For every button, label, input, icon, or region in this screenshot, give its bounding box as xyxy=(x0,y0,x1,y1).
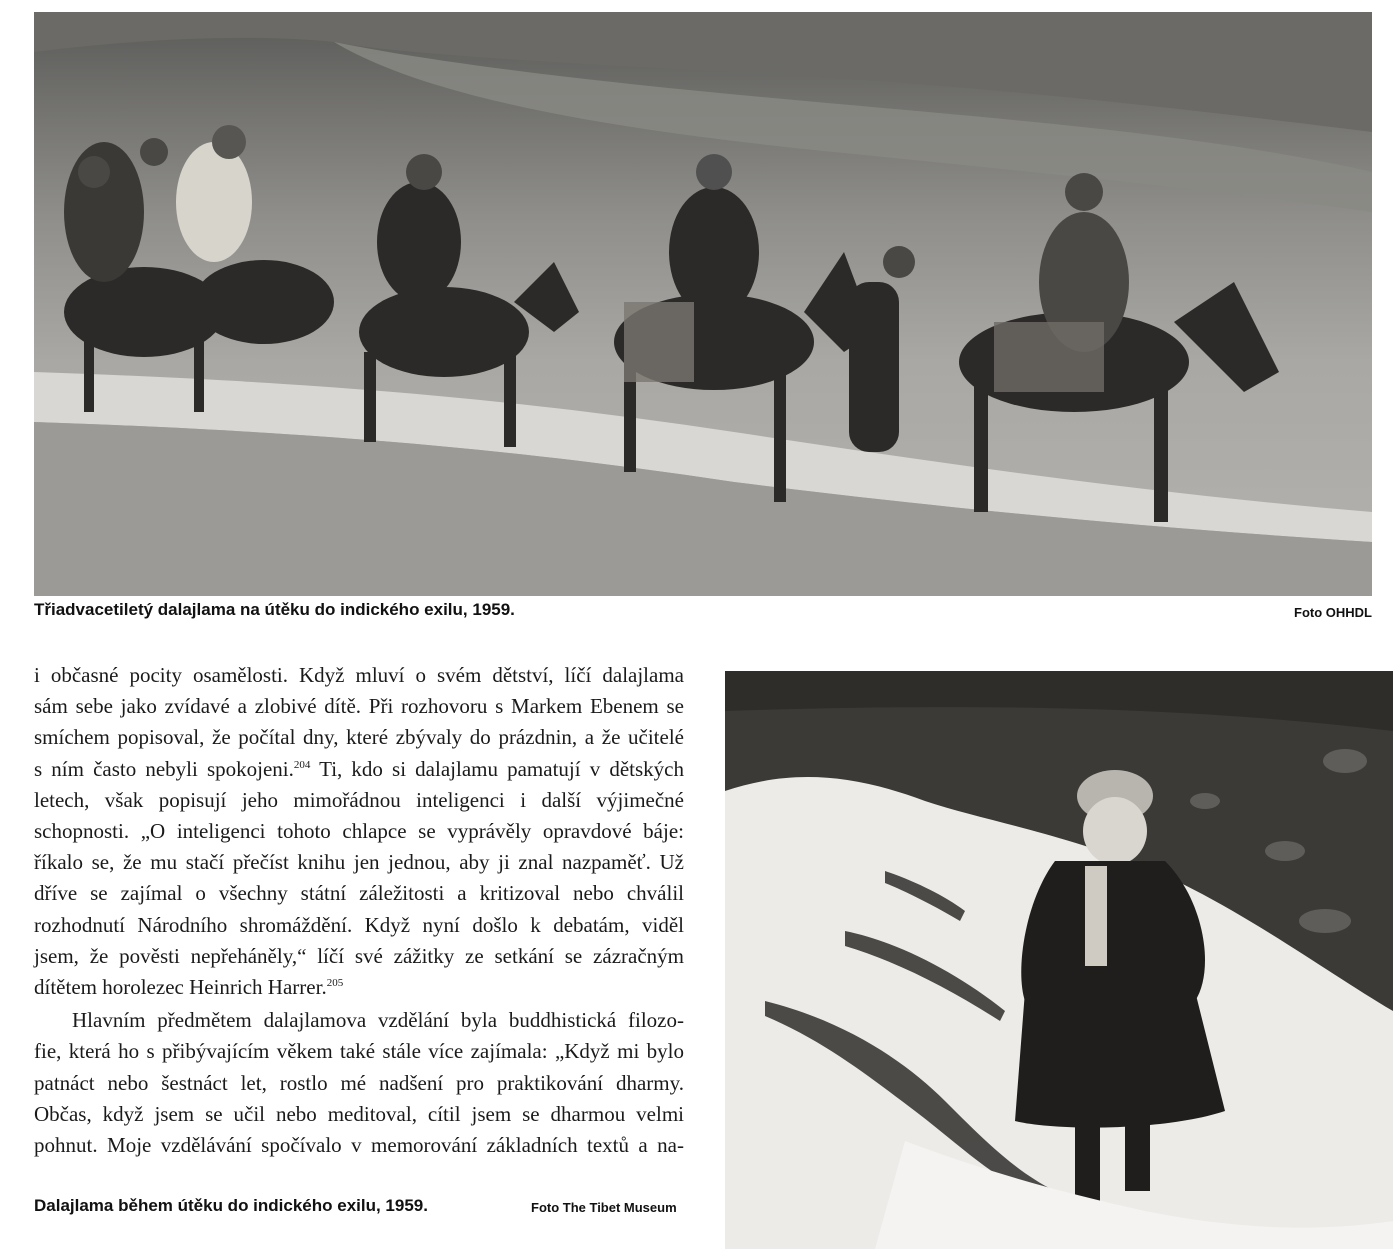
text-line: fie, která ho s přibývajícím věkem také stále více zajímala: „Když mi bylo xyxy=(34,1039,684,1064)
text-line: letech, však popisují jeho mimořádnou inteligenci i další výjimečné xyxy=(34,787,684,812)
text-line: rozhodnutí Národního shromáždění. Když nyní došlo k debatám, viděl xyxy=(34,912,684,937)
footnote-ref: 205 xyxy=(326,977,344,990)
text-line: jsem, že pověsti nepřeháněly,“ líčí své zážitky ze setkání se zázračným xyxy=(34,943,684,968)
text-line: i občasné pocity osamělosti. Když mluví o svém dětství, líčí dalajlama xyxy=(34,663,684,687)
text-line: Občas, když jsem se učil nebo meditoval, cítil jsem se dharmou velmi xyxy=(34,1101,684,1126)
text-line: patnáct nebo šestnáct let, rostlo mé nadšení pro praktikování dharmy. xyxy=(34,1070,684,1095)
photo-credit: Foto The Tibet Museum xyxy=(531,1200,677,1215)
text-fragment: Ti, kdo si dalajlamu pamatují v dětských xyxy=(310,756,684,781)
text-fragment: s ním často nebyli spokojeni. xyxy=(34,756,294,781)
caravan-photo-illustration xyxy=(34,12,1372,596)
text-line: sám sebe jako zvídavé a zlobivé dítě. Při rozhovoru s Markem Ebenem se xyxy=(34,694,684,719)
footnote-ref: 204 xyxy=(293,758,311,771)
text-line: dříve se zajímal o všechny státní záležitosti a kritizoval nebo chválil xyxy=(34,881,684,906)
text-line: smíchem popisoval, že počítal dny, které zbývaly do prázdnin, a že učitelé xyxy=(34,725,684,750)
text-line: říkalo se, že mu stačí přečíst knihu jen jednou, aby ji znal nazpaměť. Už xyxy=(34,850,684,875)
text-fragment: dítětem horolezec Heinrich Harrer. xyxy=(34,975,327,1000)
top-photo xyxy=(34,12,1372,596)
body-text xyxy=(34,660,684,1161)
snow-climb-photo-illustration xyxy=(725,671,1393,1249)
photo-caption: Dalajlama během útěku do indického exilu, 1959. xyxy=(34,1196,428,1215)
right-photo xyxy=(725,671,1393,1249)
text-line: pohnut. Moje vzdělávání spočívalo v memorování základních textů a na- xyxy=(34,1133,684,1158)
photo-caption: Třiadvacetiletý dalajlama na útěku do indického exilu, 1959. xyxy=(34,600,515,619)
text-line xyxy=(34,972,684,1003)
photo-credit: Foto OHHDL xyxy=(1294,605,1372,620)
text-line: Hlavním předmětem dalajlamova vzdělání byla buddhistická filozo- xyxy=(72,1008,684,1033)
text-line xyxy=(34,754,684,785)
text-line: schopnosti. „O inteligenci tohoto chlapce se vyprávěly opravdové báje: xyxy=(34,819,684,844)
